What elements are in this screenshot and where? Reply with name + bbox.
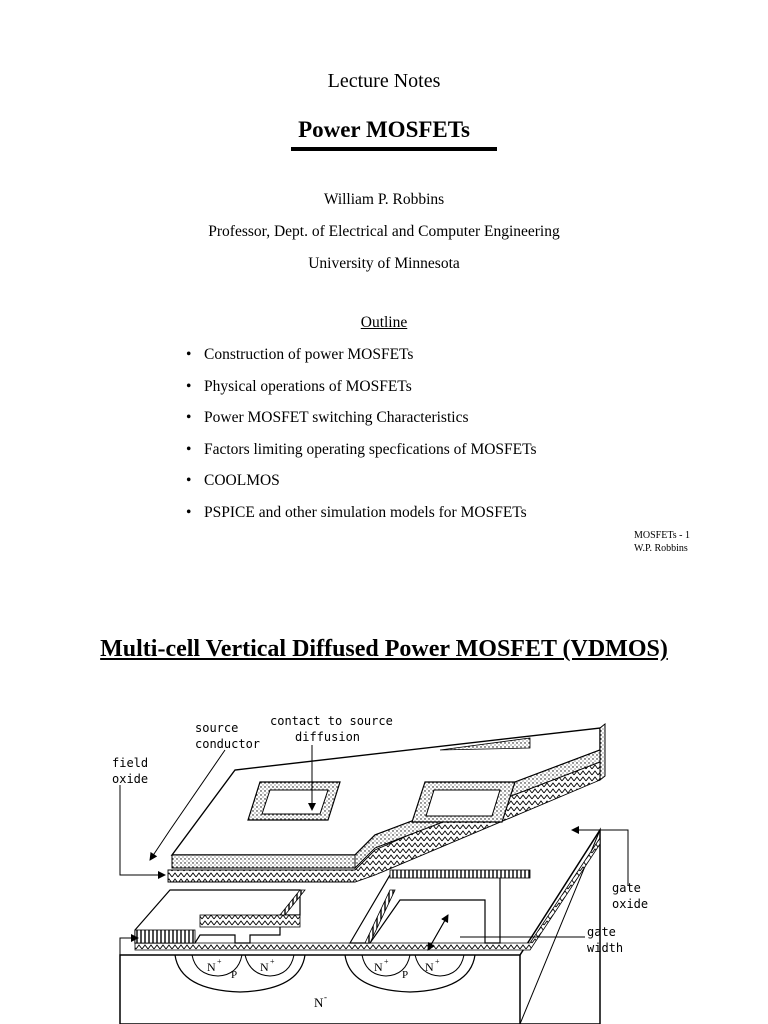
label-field-oxide-line2: oxide <box>112 772 149 786</box>
bullet-icon: • <box>186 503 192 521</box>
title-underline <box>291 147 497 151</box>
label-superscript-plus: + <box>435 957 440 966</box>
document-title: Power MOSFETs <box>298 117 470 142</box>
author-affiliation: University of Minnesota <box>308 255 460 272</box>
label-superscript-plus: + <box>384 957 389 966</box>
label-n-plus: N <box>374 960 383 974</box>
outline-item <box>186 345 537 377</box>
label-gate-width: gate <box>587 925 616 939</box>
label-n-plus: N <box>260 960 269 974</box>
author-position: Professor, Dept. of Electrical and Computer Engineering <box>208 223 560 240</box>
outline-item <box>186 440 537 472</box>
outline-item <box>186 503 537 535</box>
label-p-region: P <box>402 969 409 981</box>
vdmos-cross-section-diagram <box>100 710 660 1024</box>
outline-item <box>186 408 537 440</box>
bullet-icon: • <box>186 377 192 395</box>
label-contact-to-source: contact to source <box>270 714 393 728</box>
author-name: William P. Robbins <box>323 191 445 208</box>
footer-author: W.P. Robbins <box>634 543 688 554</box>
outline-item-text: Factors limiting operating specfications of MOSFETs <box>204 440 537 458</box>
label-superscript-minus: - <box>324 992 327 1002</box>
lecture-label: Lecture Notes <box>327 70 441 92</box>
outline-list <box>186 345 537 534</box>
label-source-conductor: source <box>195 721 239 735</box>
outline-heading: Outline <box>360 314 408 331</box>
label-p-region: P <box>231 969 238 981</box>
label-superscript-plus: + <box>217 957 222 966</box>
label-n-minus: N <box>314 995 324 1010</box>
outline-item-text: PSPICE and other simulation models for MOSFETs <box>204 503 527 521</box>
label-gate-width-line2: width <box>587 941 624 955</box>
label-n-plus: N <box>425 960 434 974</box>
outline-item <box>186 471 537 503</box>
outline-item-text: Construction of power MOSFETs <box>204 346 414 363</box>
outline-item-text: Physical operations of MOSFETs <box>204 377 412 395</box>
outline-item <box>186 377 537 409</box>
bullet-icon: • <box>186 409 192 426</box>
label-gate-oxide-line2: oxide <box>612 897 649 911</box>
label-source-conductor-line2: conductor <box>195 737 261 751</box>
bullet-icon: • <box>186 346 192 363</box>
label-contact-diffusion: diffusion <box>295 730 361 744</box>
footer-page-number: MOSFETs - 1 <box>634 530 690 541</box>
slide2-title: Multi-cell Vertical Diffused Power MOSFET (VDMOS) <box>100 636 668 662</box>
label-gate-oxide: gate <box>612 881 641 895</box>
label-superscript-plus: + <box>270 957 275 966</box>
bullet-icon: • <box>186 472 192 489</box>
bullet-icon: • <box>186 440 192 458</box>
outline-item-text: COOLMOS <box>204 472 280 489</box>
label-n-plus: N <box>207 960 216 974</box>
outline-item-text: Power MOSFET switching Characteristics <box>204 409 469 426</box>
page-footer <box>634 529 690 555</box>
label-field-oxide: field <box>112 756 149 770</box>
